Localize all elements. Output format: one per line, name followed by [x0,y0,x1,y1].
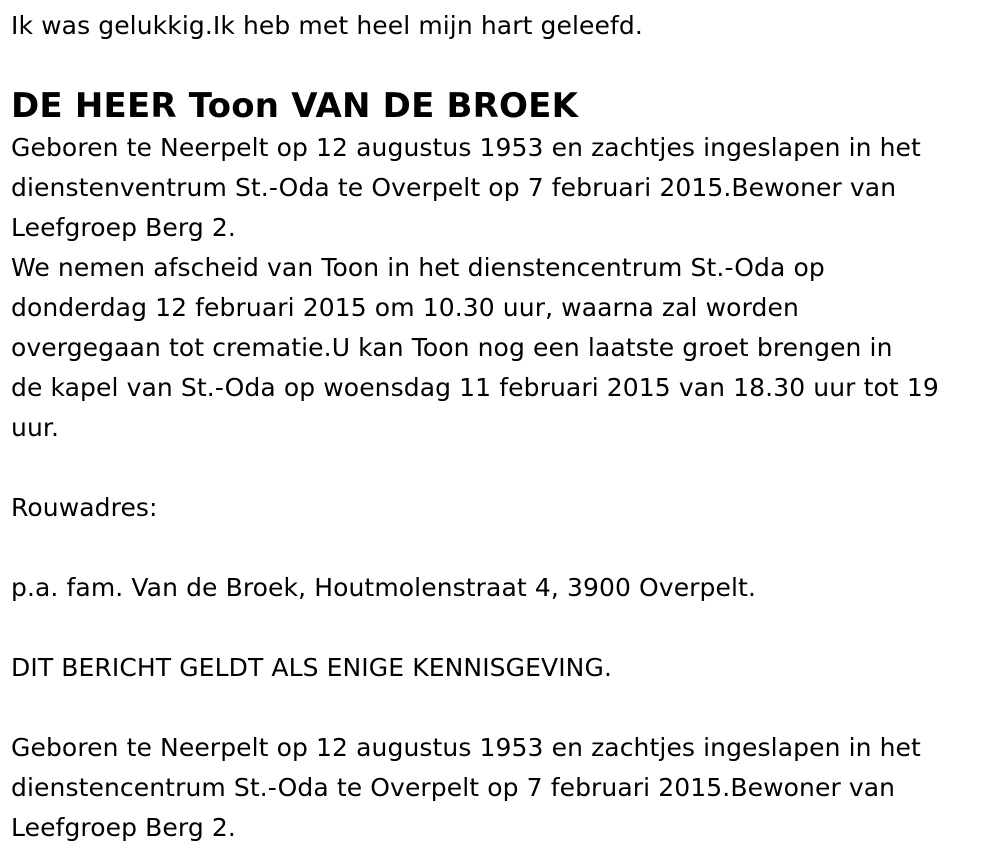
obituary-document [11,0,986,848]
paragraph-line: uur. [11,413,60,442]
paragraph-line: We nemen afscheid van Toon in het dienstencentrum St.-Oda op [11,253,825,282]
paragraph-line: dienstenventrum St.-Oda te Overpelt op 7 februari 2015.Bewoner van [11,173,897,202]
opening-quote: Ik was gelukkig.Ik heb met heel mijn hart geleefd. [11,11,643,40]
farewell-paragraph [11,248,986,448]
paragraph-line: de kapel van St.-Oda op woensdag 11 februari 2015 van 18.30 uur tot 19 [11,373,939,402]
paragraph-line: overgegaan tot crematie.U kan Toon nog een laatste groet brengen in [11,333,893,362]
paragraph-line: dienstencentrum St.-Oda te Overpelt op 7 februari 2015.Bewoner van [11,773,896,802]
spacer [11,608,986,648]
mourning-address: p.a. fam. Van de Broek, Houtmolenstraat 4, 3900 Overpelt. [11,573,756,602]
paragraph-line: Geboren te Neerpelt op 12 augustus 1953 en zachtjes ingeslapen in het [11,133,921,162]
paragraph-line: donderdag 12 februari 2015 om 10.30 uur, waarna zal worden [11,293,799,322]
paragraph-line: Geboren te Neerpelt op 12 augustus 1953 en zachtjes ingeslapen in het [11,733,921,762]
spacer [11,528,986,568]
birth-death-paragraph [11,128,986,248]
paragraph-line: Leefgroep Berg 2. [11,813,236,842]
spacer [11,448,986,488]
deceased-name-heading: DE HEER Toon VAN DE BROEK [11,86,579,126]
paragraph-line: Leefgroep Berg 2. [11,213,236,242]
repeated-birth-death-paragraph [11,728,986,848]
spacer [11,688,986,728]
official-notice: DIT BERICHT GELDT ALS ENIGE KENNISGEVING. [11,653,612,682]
rouwadres-label: Rouwadres: [11,493,158,522]
